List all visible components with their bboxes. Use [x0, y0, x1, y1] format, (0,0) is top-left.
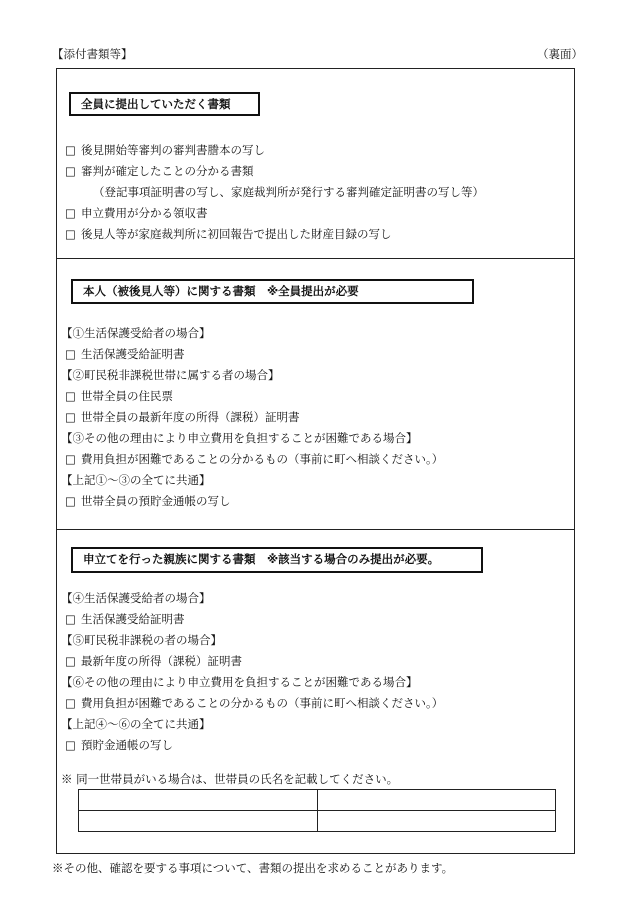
section-divider	[57, 258, 574, 259]
document-frame	[56, 68, 575, 854]
section2-item: □ 費用負担が困難であることの分かるもの（事前に町へ相談ください。）	[65, 452, 444, 466]
checkbox-icon: □	[65, 452, 76, 466]
checkbox-icon: □	[65, 206, 76, 220]
header-left: 【添付書類等】	[52, 47, 133, 61]
name-cell[interactable]	[317, 790, 556, 811]
section3-heading: 【④生活保護受給者の場合】	[61, 591, 211, 605]
household-note: ※ 同一世帯員がいる場合は、世帯員の氏名を記載してください。	[61, 772, 399, 786]
name-cell[interactable]	[79, 790, 318, 811]
section-divider	[57, 529, 574, 530]
footer-note: ※その他、確認を要する事項について、書類の提出を求めることがあります。	[52, 861, 454, 875]
section2-title: 本人（被後見人等）に関する書類 ※全員提出が必要	[71, 279, 474, 304]
note-mark: ※	[61, 772, 73, 786]
checkbox-icon: □	[65, 696, 76, 710]
section3-heading: 【⑥その他の理由により申立費用を負担することが困難である場合】	[61, 675, 418, 689]
section3-heading: 【⑤町民税非課税の者の場合】	[61, 633, 222, 647]
section1-item: □ 申立費用が分かる領収書	[65, 206, 208, 220]
section3-item: □ 生活保護受給証明書	[65, 612, 185, 626]
section1-item: □ 審判が確定したことの分かる書類	[65, 164, 254, 178]
section3-item: □ 最新年度の所得（課税）証明書	[65, 654, 242, 668]
checkbox-icon: □	[65, 612, 76, 626]
checkbox-icon: □	[65, 389, 76, 403]
checkbox-icon: □	[65, 164, 76, 178]
checkbox-icon: □	[65, 654, 76, 668]
section2-heading: 【上記①～③の全てに共通】	[61, 473, 211, 487]
section1-item: □ 後見人等が家庭裁判所に初回報告で提出した財産目録の写し	[65, 227, 392, 241]
section3-item: □ 費用負担が困難であることの分かるもの（事前に町へ相談ください。）	[65, 696, 444, 710]
section2-heading: 【③その他の理由により申立費用を負担することが困難である場合】	[61, 431, 418, 445]
household-names-table	[78, 789, 556, 832]
checkbox-icon: □	[65, 494, 76, 508]
section3-title: 申立てを行った親族に関する書類 ※該当する場合のみ提出が必要。	[71, 547, 483, 573]
name-cell[interactable]	[317, 811, 556, 832]
section2-item: □ 世帯全員の預貯金通帳の写し	[65, 494, 231, 508]
section2-heading: 【②町民税非課税世帯に属する者の場合】	[61, 368, 280, 382]
name-cell[interactable]	[79, 811, 318, 832]
section2-item: □ 世帯全員の最新年度の所得（課税）証明書	[65, 410, 300, 424]
checkbox-icon: □	[65, 347, 76, 361]
section2-heading: 【①生活保護受給者の場合】	[61, 326, 211, 340]
section1-title: 全員に提出していただく書類	[69, 92, 260, 116]
table-row	[79, 790, 556, 811]
checkbox-icon: □	[65, 410, 76, 424]
section1-item-note: （登記事項証明書の写し、家庭裁判所が発行する審判確定証明書の写し等）	[93, 185, 484, 199]
table-row	[79, 811, 556, 832]
section3-item: □ 預貯金通帳の写し	[65, 738, 173, 752]
checkbox-icon: □	[65, 738, 76, 752]
header-right: （裏面）	[537, 47, 583, 61]
section2-item: □ 生活保護受給証明書	[65, 347, 185, 361]
checkbox-icon: □	[65, 143, 76, 157]
section2-item: □ 世帯全員の住民票	[65, 389, 173, 403]
section3-heading: 【上記④～⑥の全てに共通】	[61, 717, 211, 731]
checkbox-icon: □	[65, 227, 76, 241]
section1-item: □ 後見開始等審判の審判書謄本の写し	[65, 143, 265, 157]
